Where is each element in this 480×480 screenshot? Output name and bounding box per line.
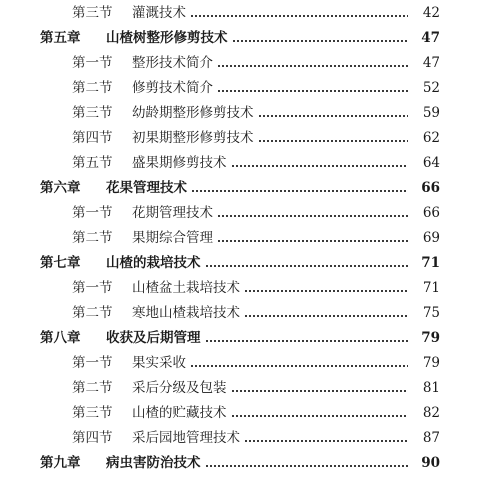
toc-entry-section[interactable] — [0, 0, 480, 26]
entry-title: 花果管理技术 — [106, 180, 187, 196]
entry-title: 采后分级及包装 — [132, 380, 227, 396]
dot-leader — [244, 300, 408, 326]
toc-entry-chapter[interactable] — [0, 325, 480, 351]
entry-title: 灌溉技术 — [132, 5, 186, 21]
page-number: 82 — [422, 405, 440, 421]
entry-title: 果实采收 — [132, 355, 186, 371]
page-number: 52 — [422, 80, 440, 96]
entry-title: 盛果期修剪技术 — [132, 155, 227, 171]
toc-entry-section[interactable] — [0, 75, 480, 101]
page-number: 64 — [422, 155, 440, 171]
chapter-number: 第五章 — [40, 30, 81, 46]
page-number: 69 — [422, 230, 440, 246]
page-number: 75 — [422, 305, 440, 321]
section-number: 第四节 — [72, 430, 113, 446]
dot-leader — [191, 175, 408, 201]
entry-title: 花期管理技术 — [132, 205, 213, 221]
dot-leader — [217, 225, 408, 251]
entry-title: 山楂的贮藏技术 — [132, 405, 227, 421]
entry-title: 果期综合管理 — [132, 230, 213, 246]
entry-title: 山楂的栽培技术 — [106, 255, 201, 271]
toc-entry-chapter[interactable] — [0, 250, 480, 276]
dot-leader — [244, 275, 408, 301]
section-number: 第二节 — [72, 80, 113, 96]
section-number: 第二节 — [72, 305, 113, 321]
toc-entry-section[interactable] — [0, 125, 480, 151]
dot-leader — [217, 50, 408, 76]
page-number: 66 — [422, 205, 440, 221]
section-number: 第二节 — [72, 230, 113, 246]
page-number: 47 — [422, 55, 440, 71]
entry-title: 寒地山楂栽培技术 — [132, 305, 240, 321]
chapter-number: 第九章 — [40, 455, 81, 471]
toc-entry-section[interactable] — [0, 150, 480, 176]
toc-entry-section[interactable] — [0, 50, 480, 76]
entry-title: 收获及后期管理 — [106, 330, 201, 346]
dot-leader — [190, 350, 408, 376]
toc-entry-chapter[interactable] — [0, 175, 480, 201]
toc-entry-section[interactable] — [0, 200, 480, 226]
page-number: 71 — [421, 255, 440, 271]
section-number: 第一节 — [72, 55, 113, 71]
page-number: 47 — [421, 30, 440, 46]
chapter-number: 第八章 — [40, 330, 81, 346]
toc-entry-section[interactable] — [0, 375, 480, 401]
section-number: 第一节 — [72, 205, 113, 221]
toc-entry-section[interactable] — [0, 225, 480, 251]
entry-title: 山楂树整形修剪技术 — [106, 30, 228, 46]
dot-leader — [231, 400, 409, 426]
chapter-number: 第六章 — [40, 180, 81, 196]
entry-title: 初果期整形修剪技术 — [132, 130, 254, 146]
dot-leader — [217, 75, 408, 101]
dot-leader — [190, 0, 408, 26]
section-number: 第二节 — [72, 380, 113, 396]
section-number: 第一节 — [72, 280, 113, 296]
toc-entry-chapter[interactable] — [0, 25, 480, 51]
toc-entry-chapter[interactable] — [0, 450, 480, 476]
dot-leader — [205, 325, 409, 351]
dot-leader — [205, 450, 409, 476]
page-number: 42 — [422, 5, 440, 21]
dot-leader — [217, 200, 408, 226]
entry-title: 采后园地管理技术 — [132, 430, 240, 446]
page-number: 66 — [421, 180, 440, 196]
entry-title: 病虫害防治技术 — [106, 455, 201, 471]
toc-entry-section[interactable] — [0, 100, 480, 126]
section-number: 第四节 — [72, 130, 113, 146]
page-number: 79 — [422, 355, 440, 371]
dot-leader — [205, 250, 409, 276]
dot-leader — [258, 125, 409, 151]
dot-leader — [258, 100, 409, 126]
toc-entry-section[interactable] — [0, 300, 480, 326]
toc-entry-section[interactable] — [0, 275, 480, 301]
section-number: 第五节 — [72, 155, 113, 171]
page-number: 87 — [422, 430, 440, 446]
chapter-number: 第七章 — [40, 255, 81, 271]
page-number: 79 — [421, 330, 440, 346]
entry-title: 山楂盆土栽培技术 — [132, 280, 240, 296]
section-number: 第三节 — [72, 405, 113, 421]
page-number: 59 — [422, 105, 440, 121]
page-number: 81 — [422, 380, 440, 396]
toc-entry-section[interactable] — [0, 425, 480, 451]
entry-title: 幼龄期整形修剪技术 — [132, 105, 254, 121]
section-number: 第三节 — [72, 5, 113, 21]
section-number: 第一节 — [72, 355, 113, 371]
dot-leader — [231, 150, 409, 176]
page-number: 71 — [422, 280, 440, 296]
entry-title: 整形技术简介 — [132, 55, 213, 71]
dot-leader — [232, 25, 409, 51]
dot-leader — [244, 425, 408, 451]
entry-title: 修剪技术简介 — [132, 80, 213, 96]
page-number: 90 — [421, 455, 440, 471]
section-number: 第三节 — [72, 105, 113, 121]
dot-leader — [231, 375, 409, 401]
toc-entry-section[interactable] — [0, 400, 480, 426]
page-number: 62 — [422, 130, 440, 146]
toc-entry-section[interactable] — [0, 350, 480, 376]
